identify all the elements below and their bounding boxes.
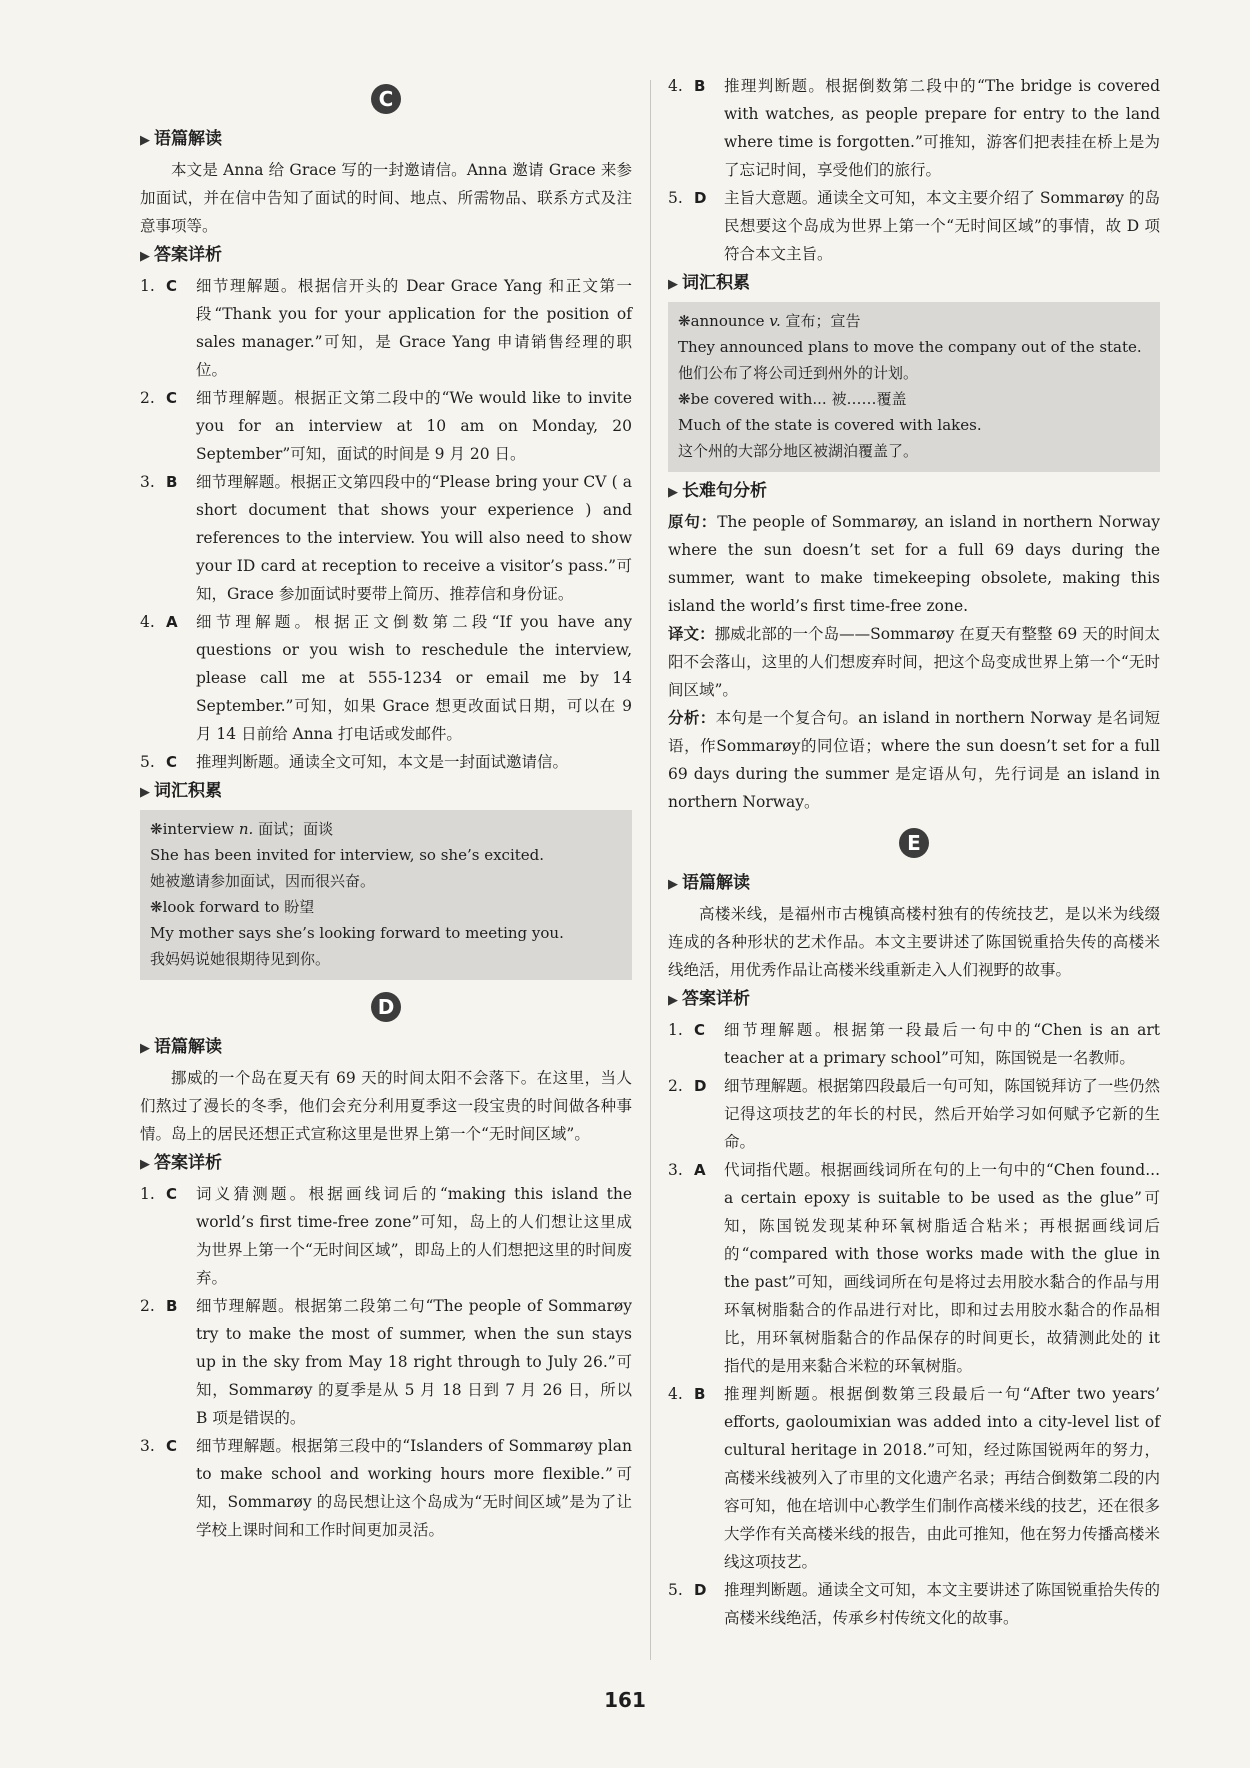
vocab-example-en: They announced plans to move the company out of the state.	[678, 338, 1142, 356]
answer-item: 5. C 推理判断题。通读全文可知，本文是一封面试邀请信。	[140, 753, 569, 771]
vocab-example-en: My mother says she’s looking forward to meeting you.	[150, 924, 564, 942]
answer-item: 4. A 细节理解题。根据正文倒数第二段“If you have any questions or you wish to reschedule the interview, please call me at 555-1234 or email me by 14 September.”可知，如果 Grace 想更改面试日期，可以在 9 月 14 日前给 Anna 打电话或发邮件。	[140, 613, 632, 743]
answer-item: 1. C 词义猜测题。根据画线词后的“making this island the world’s first time-free zone”可知，岛上的人们想让这里成为世界上第一个“无时间区域”，即岛上的人们想把这里的时间废弃。	[140, 1185, 632, 1287]
vocab-word: ❋be covered with... 被……覆盖	[678, 390, 907, 408]
answer-item: 2. D 细节理解题。根据第四段最后一句可知，陈国锐拜访了一些仍然记得这项技艺的年长的村民，然后开始学习如何赋予它新的生命。	[668, 1077, 1160, 1151]
section-d-summary: 挪威的一个岛在夏天有 69 天的时间太阳不会落下。在这里，当人们熬过了漫长的冬季，他们会充分利用夏季这一段宝贵的时间做各种事情。岛上的居民还想正式宣称这里是世界上第一个“无时间区域”。	[140, 1069, 632, 1143]
section-d-yupian-heading: ▶ 语篇解读	[140, 1034, 632, 1062]
section-c-daan-heading: ▶ 答案详析	[140, 242, 632, 270]
triangle-marker-icon: ▶	[668, 277, 678, 292]
section-d-answers-right	[668, 72, 1160, 268]
section-c-badge: C	[371, 84, 401, 114]
section-d-badge: D	[371, 992, 401, 1022]
analysis: 分析：本句是一个复合句。an island in northern Norway 是名词短语，作Sommarøy的同位语；where the sun doesn’t set for a full 69 days during the summer 是定语从句，先行词是 an island in northern Norway。	[668, 709, 1160, 811]
section-d-daan-heading: ▶ 答案详析	[140, 1150, 632, 1178]
section-c-answers	[140, 272, 632, 776]
translation: 译文：挪威北部的一个岛——Sommarøy 在夏天有整整 69 天的时间太阳不会落山，这里的人们想废弃时间，把这个岛变成世界上第一个“无时间区域”。	[668, 625, 1160, 699]
section-d-cihui-heading: ▶ 词汇积累	[668, 270, 1160, 298]
section-e-badge: E	[899, 828, 929, 858]
answer-item: 5. D 推理判断题。通读全文可知，本文主要讲述了陈国锐重拾失传的高楼米线绝活，传承乡村传统文化的故事。	[668, 1581, 1160, 1627]
section-c-yupian-heading: ▶ 语篇解读	[140, 126, 632, 154]
left-column	[140, 72, 632, 1544]
answer-item: 3. B 细节理解题。根据正文第四段中的“Please bring your CV ( a short document that shows your experience ) and references to the interview. You will also need to show your ID card at reception to receive a visitor’s pass.”可知，Grace 参加面试时要带上简历、推荐信和身份证。	[140, 473, 632, 603]
vocab-example-zh: 我妈妈说她很期待见到你。	[150, 950, 331, 968]
triangle-marker-icon: ▶	[140, 249, 150, 264]
answer-item: 3. C 细节理解题。根据第三段中的“Islanders of Sommarøy plan to make school and working hours more flexible.”可知，Sommarøy 的岛民想让这个岛成为“无时间区域”是为了让学校上课时间和工作时间更加灵活。	[140, 1437, 632, 1539]
answer-item: 1. C 细节理解题。根据第一段最后一句中的“Chen is an art teacher at a primary school”可知，陈国锐是一名教师。	[668, 1021, 1160, 1067]
answer-item: 2. B 细节理解题。根据第二段第二句“The people of Sommarøy try to make the most of summer, when the sun stays up in the sky from May 18 right through to July 26.”可知，Sommarøy 的夏季是从 5 月 18 日到 7 月 26 日，所以 B 项是错误的。	[140, 1297, 632, 1427]
answer-item: 2. C 细节理解题。根据正文第二段中的“We would like to invite you for an interview at 10 am on Monday, 20 September”可知，面试的时间是 9 月 20 日。	[140, 389, 632, 463]
vocab-example-en: Much of the state is covered with lakes.	[678, 416, 982, 434]
section-e-yupian-heading: ▶ 语篇解读	[668, 870, 1160, 898]
triangle-marker-icon: ▶	[140, 785, 150, 800]
vocab-example-zh: 他们公布了将公司迁到州外的计划。	[678, 364, 919, 382]
section-d-answers-left	[140, 1180, 632, 1544]
section-e-answers	[668, 1016, 1160, 1632]
answer-item: 3. A 代词指代题。根据画线词所在句的上一句中的“Chen found... a certain epoxy is suitable to be used as the glue”可知，陈国锐发现某种环氧树脂适合粘米；再根据画线词后的“compared with those works made with the glue in the past”可知，画线词所在句是将过去用胶水黏合的作品与用环氧树脂黏合的作品进行对比，即和过去用胶水黏合的作品相比，用环氧树脂黏合的作品保存的时间更长，故猜测此处的 it 指代的是用来黏合米粒的环氧树脂。	[668, 1161, 1160, 1375]
vocab-word: ❋announce v. 宣布；宣告	[678, 312, 861, 330]
vocab-word: ❋interview n. 面试；面谈	[150, 820, 334, 838]
vocab-example-zh: 这个州的大部分地区被湖泊覆盖了。	[678, 442, 919, 460]
triangle-marker-icon: ▶	[668, 485, 678, 500]
section-d-vocab-box	[668, 302, 1160, 472]
section-c-vocab-box	[140, 810, 632, 980]
section-c-summary: 本文是 Anna 给 Grace 写的一封邀请信。Anna 邀请 Grace 来参加面试，并在信中告知了面试的时间、地点、所需物品、联系方式及注意事项等。	[140, 161, 632, 235]
column-divider	[650, 80, 651, 1660]
vocab-example-en: She has been invited for interview, so she’s excited.	[150, 846, 545, 864]
triangle-marker-icon: ▶	[140, 133, 150, 148]
answer-item: 4. B 推理判断题。根据倒数第三段最后一句“After two years’ efforts, gaoloumixian was added into a city-level list of cultural heritage in 2018.”可知，经过陈国锐两年的努力，高楼米线被列入了市里的文化遗产名录；再结合倒数第二段的内容可知，他在培训中心教学生们制作高楼米线的技艺，还在很多大学作有关高楼米线的报告，由此可推知，他在努力传播高楼米线这项技艺。	[668, 1385, 1160, 1571]
vocab-word: ❋look forward to 盼望	[150, 898, 315, 916]
answer-item: 4. B 推理判断题。根据倒数第二段中的“The bridge is covered with watches, as people prepare for entry to the land where time is forgotten.”可推知，游客们把表挂在桥上是为了忘记时间，享受他们的旅行。	[668, 77, 1160, 179]
triangle-marker-icon: ▶	[668, 877, 678, 892]
answer-item: 5. D 主旨大意题。通读全文可知，本文主要介绍了 Sommarøy 的岛民想要这个岛成为世界上第一个“无时间区域”的事情，故 D 项符合本文主旨。	[668, 189, 1160, 263]
right-column	[668, 72, 1160, 1632]
triangle-marker-icon: ▶	[140, 1041, 150, 1056]
triangle-marker-icon: ▶	[668, 993, 678, 1008]
section-d-changnan-heading: ▶ 长难句分析	[668, 478, 1160, 506]
answer-item: 1. C 细节理解题。根据信开头的 Dear Grace Yang 和正文第一段“Thank you for your application for the position of sales manager.”可知，是 Grace Yang 申请销售经理的职位。	[140, 277, 632, 379]
original-sentence: 原句：The people of Sommarøy, an island in northern Norway where the sun doesn’t set for a full 69 days during the summer, want to make timekeeping obsolete, making this island the world’s first time-free zone.	[668, 513, 1160, 615]
section-c-cihui-heading: ▶ 词汇积累	[140, 778, 632, 806]
section-e-summary: 高楼米线，是福州市古槐镇高楼村独有的传统技艺，是以米为线缀连成的各种形状的艺术作品。本文主要讲述了陈国锐重拾失传的高楼米线绝活，用优秀作品让高楼米线重新走入人们视野的故事。	[668, 905, 1160, 979]
vocab-example-zh: 她被邀请参加面试，因而很兴奋。	[150, 872, 376, 890]
page-number: 161	[604, 1688, 646, 1712]
triangle-marker-icon: ▶	[140, 1157, 150, 1172]
section-e-daan-heading: ▶ 答案详析	[668, 986, 1160, 1014]
